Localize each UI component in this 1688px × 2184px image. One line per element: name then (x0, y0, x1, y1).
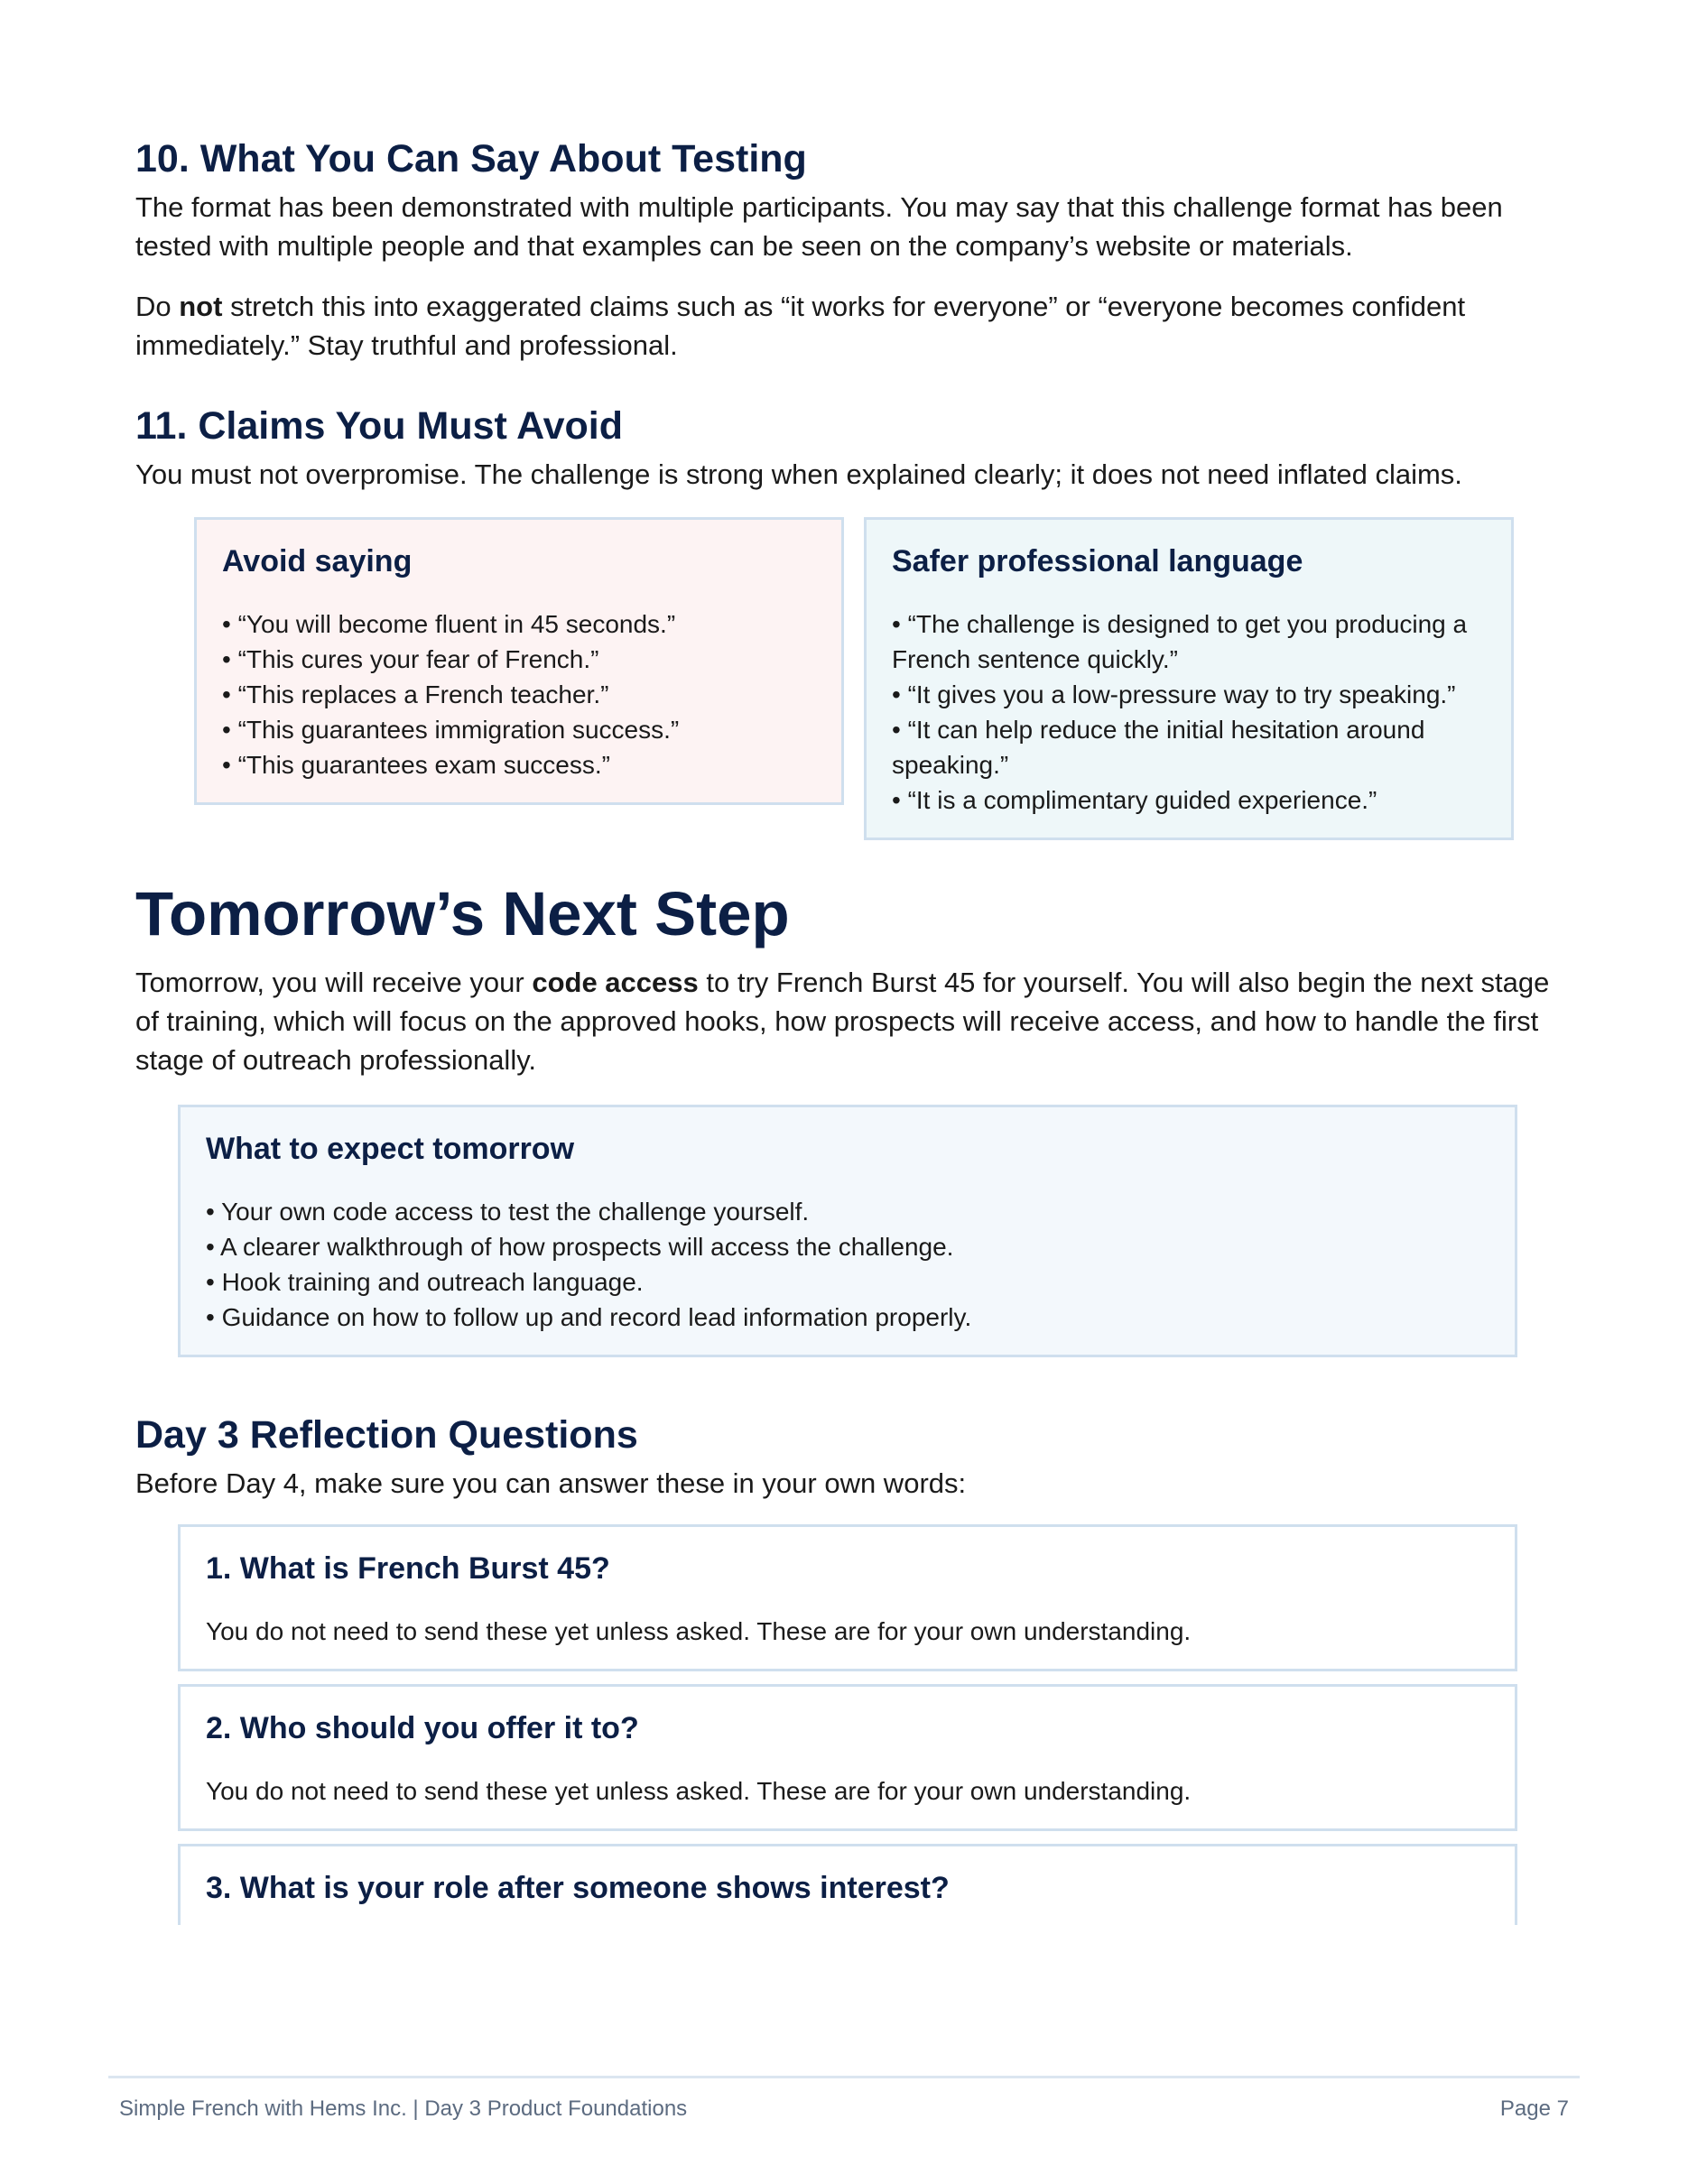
section-10-paragraph-2-post: stretch this into exaggerated claims such as “it works for everyone” or “everyone becomes confident immediately.” Stay truthful and professional. (135, 291, 1466, 361)
next-step-paragraph-bold: code access (532, 967, 699, 998)
section-10-paragraph-2 (135, 287, 1562, 365)
question-2-note: You do not need to send these yet unless asked. These are for your own understanding. (206, 1777, 1192, 1805)
section-10-paragraph-2-bold: not (179, 291, 223, 322)
next-step-paragraph-post: to try French Burst 45 for yourself. You will also begin the next stage of training, which will focus on the approved hooks, how prospects will receive access, and how to handle the first stage of outreach professionally. (135, 967, 1550, 1076)
list-item: • “You will become fluent in 45 seconds.” (222, 610, 676, 638)
question-3-title: 3. What is your role after someone shows interest? (206, 1871, 950, 1905)
section-10-paragraph-2-pre: Do (135, 291, 180, 322)
safer-language-title: Safer professional language (892, 544, 1303, 578)
question-box-2 (178, 1684, 1517, 1831)
next-step-heading: Tomorrow’s Next Step (135, 879, 790, 949)
next-step-paragraph (135, 963, 1562, 1079)
list-item: • “This cures your fear of French.” (222, 645, 599, 673)
list-item: • Your own code access to test the challenge yourself. (206, 1198, 810, 1226)
expect-tomorrow-box (178, 1105, 1517, 1357)
expect-tomorrow-list (206, 1194, 1489, 1335)
question-2-title: 2. Who should you offer it to? (206, 1711, 639, 1745)
reflection-heading: Day 3 Reflection Questions (135, 1413, 638, 1457)
list-item: • Guidance on how to follow up and record lead information properly. (206, 1303, 972, 1331)
safer-language-list (892, 606, 1486, 818)
list-item: • “This guarantees immigration success.” (222, 716, 680, 744)
list-item: • “It gives you a low-pressure way to try speaking.” (892, 680, 1456, 708)
section-10-heading: 10. What You Can Say About Testing (135, 137, 807, 180)
page-footer (108, 2076, 1580, 2122)
next-step-paragraph-pre: Tomorrow, you will receive your (135, 967, 533, 998)
claims-box-row (194, 517, 1562, 840)
list-item: • “The challenge is designed to get you producing a French sentence quickly.” (892, 610, 1468, 673)
question-box-3 (178, 1844, 1517, 1925)
list-item: • “It is a complimentary guided experience.” (892, 786, 1377, 814)
footer-document-title: Simple French with Hems Inc. | Day 3 Product Foundations (119, 2096, 688, 2121)
list-item: • “This guarantees exam success.” (222, 751, 610, 779)
avoid-saying-box (194, 517, 844, 805)
reflection-intro: Before Day 4, make sure you can answer these in your own words: (135, 1467, 967, 1499)
avoid-saying-title: Avoid saying (222, 544, 413, 578)
avoid-saying-list (222, 606, 816, 782)
safer-language-box (864, 517, 1514, 840)
footer-page-number: Page 7 (1499, 2096, 1569, 2121)
question-box-1 (178, 1524, 1517, 1671)
list-item: • A clearer walkthrough of how prospects will access the challenge. (206, 1233, 954, 1261)
page-content (135, 135, 1562, 1925)
expect-tomorrow-title: What to expect tomorrow (206, 1132, 575, 1166)
section-10-paragraph-1: The format has been demonstrated with multiple participants. You may say that this challenge format has been tested with multiple people and that examples can be seen on the company’s website or materials. (135, 191, 1503, 262)
list-item: • “It can help reduce the initial hesitation around speaking.” (892, 716, 1425, 779)
section-11-intro: You must not overpromise. The challenge is strong when explained clearly; it does not need inflated claims. (135, 458, 1462, 490)
list-item: • Hook training and outreach language. (206, 1268, 644, 1296)
question-1-title: 1. What is French Burst 45? (206, 1551, 610, 1586)
section-11-heading: 11. Claims You Must Avoid (135, 404, 624, 448)
question-1-note: You do not need to send these yet unless asked. These are for your own understanding. (206, 1617, 1192, 1645)
list-item: • “This replaces a French teacher.” (222, 680, 609, 708)
